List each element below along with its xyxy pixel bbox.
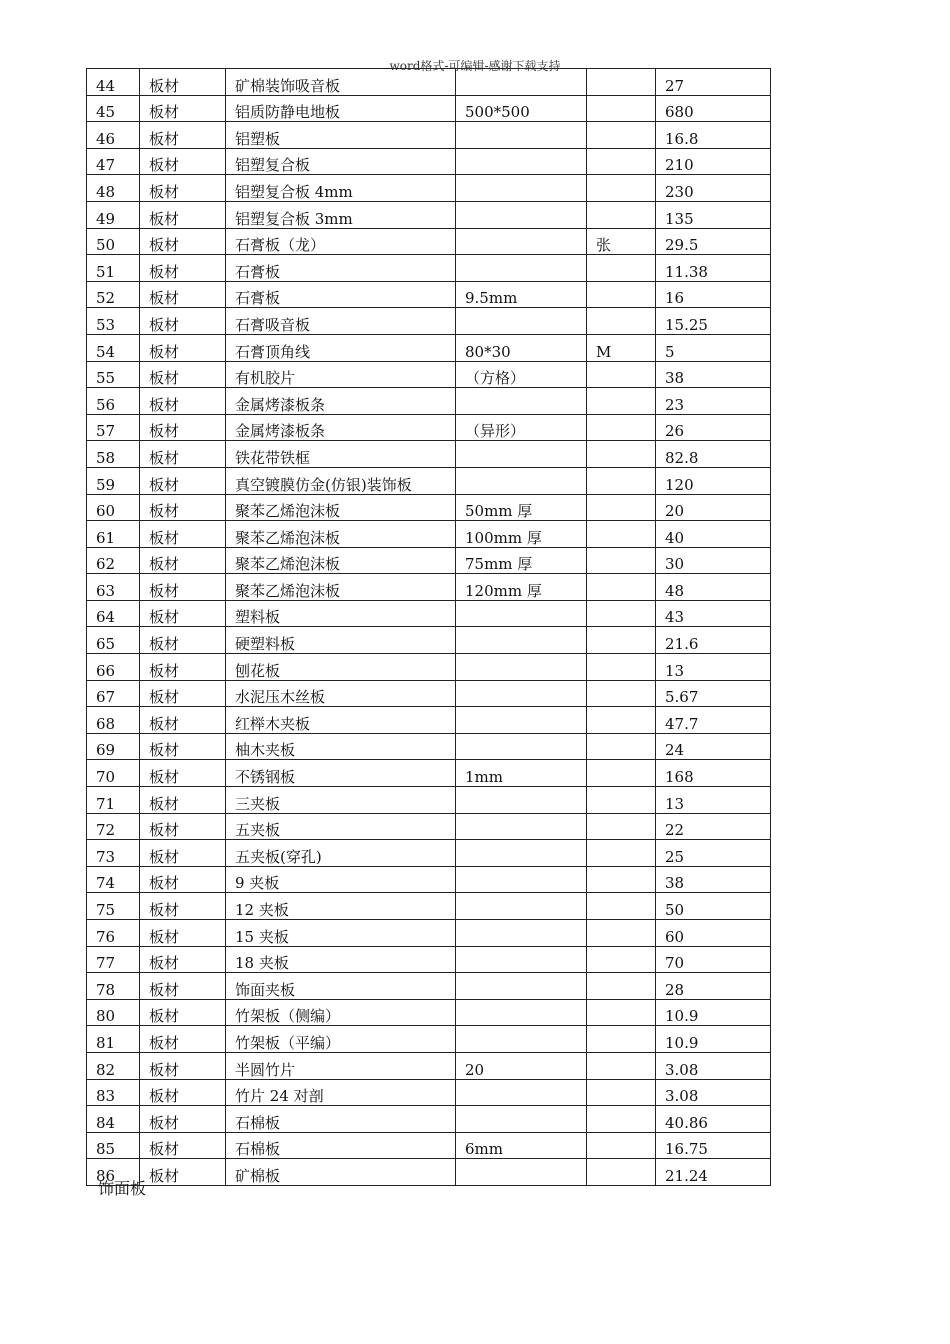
- cell-price: 3.08: [656, 1052, 771, 1079]
- cell-category: 板材: [140, 467, 226, 494]
- cell-price: 135: [656, 201, 771, 228]
- cell-spec: （异形）: [456, 414, 587, 441]
- cell-category: 板材: [140, 201, 226, 228]
- cell-spec: [456, 308, 587, 335]
- cell-price: 15.25: [656, 308, 771, 335]
- table-row: [87, 281, 771, 308]
- cell-price: 5: [656, 334, 771, 361]
- cell-index: 81: [87, 1026, 140, 1053]
- cell-price: 30: [656, 547, 771, 574]
- cell-spec: [456, 388, 587, 415]
- cell-price: 38: [656, 866, 771, 893]
- cell-index: 52: [87, 281, 140, 308]
- cell-index: 67: [87, 680, 140, 707]
- cell-spec: [456, 69, 587, 96]
- cell-category: 板材: [140, 547, 226, 574]
- cell-name: 铝塑复合板: [226, 148, 456, 175]
- table-row: [87, 334, 771, 361]
- cell-name: 15 夹板: [226, 920, 456, 947]
- table-row: [87, 680, 771, 707]
- cell-unit: [587, 1079, 656, 1106]
- cell-price: 680: [656, 95, 771, 122]
- cell-unit: 张: [587, 228, 656, 255]
- cell-price: 43: [656, 600, 771, 627]
- cell-category: 板材: [140, 308, 226, 335]
- cell-name: 竹架板（侧编）: [226, 999, 456, 1026]
- cell-price: 82.8: [656, 441, 771, 468]
- cell-unit: [587, 1026, 656, 1053]
- cell-index: 86: [87, 1159, 140, 1186]
- cell-spec: [456, 893, 587, 920]
- table-row: [87, 1026, 771, 1053]
- cell-unit: [587, 787, 656, 814]
- cell-unit: [587, 521, 656, 548]
- cell-spec: 6mm: [456, 1132, 587, 1159]
- cell-unit: [587, 148, 656, 175]
- cell-price: 230: [656, 175, 771, 202]
- cell-unit: [587, 255, 656, 282]
- cell-price: 38: [656, 361, 771, 388]
- cell-index: 48: [87, 175, 140, 202]
- cell-unit: [587, 122, 656, 149]
- cell-index: 66: [87, 654, 140, 681]
- cell-price: 20: [656, 494, 771, 521]
- table-row: [87, 733, 771, 760]
- cell-index: 85: [87, 1132, 140, 1159]
- cell-category: 板材: [140, 414, 226, 441]
- cell-category: 板材: [140, 1026, 226, 1053]
- cell-category: 板材: [140, 866, 226, 893]
- cell-unit: [587, 920, 656, 947]
- cell-spec: [456, 1079, 587, 1106]
- cell-category: 板材: [140, 494, 226, 521]
- cell-index: 56: [87, 388, 140, 415]
- cell-category: 板材: [140, 893, 226, 920]
- table-row: [87, 600, 771, 627]
- cell-name: 硬塑料板: [226, 627, 456, 654]
- table-row: [87, 1079, 771, 1106]
- cell-spec: [456, 866, 587, 893]
- cell-price: 23: [656, 388, 771, 415]
- cell-unit: M: [587, 334, 656, 361]
- cell-spec: 100mm 厚: [456, 521, 587, 548]
- table-row: [87, 521, 771, 548]
- cell-name: 石棉板: [226, 1106, 456, 1133]
- table-row: [87, 122, 771, 149]
- cell-category: 板材: [140, 574, 226, 601]
- cell-name: 石膏板: [226, 255, 456, 282]
- cell-category: 板材: [140, 627, 226, 654]
- cell-unit: [587, 707, 656, 734]
- table-row: [87, 787, 771, 814]
- cell-index: 80: [87, 999, 140, 1026]
- cell-category: 板材: [140, 1159, 226, 1186]
- cell-spec: [456, 707, 587, 734]
- cell-name: 聚苯乙烯泡沫板: [226, 494, 456, 521]
- cell-price: 48: [656, 574, 771, 601]
- cell-unit: [587, 813, 656, 840]
- table-row: [87, 388, 771, 415]
- cell-spec: [456, 175, 587, 202]
- cell-name: 柚木夹板: [226, 733, 456, 760]
- cell-index: 76: [87, 920, 140, 947]
- table-row: [87, 893, 771, 920]
- cell-name: 竹片 24 对剖: [226, 1079, 456, 1106]
- cell-price: 40: [656, 521, 771, 548]
- table-row: [87, 441, 771, 468]
- cell-price: 13: [656, 654, 771, 681]
- materials-table-body: [87, 69, 771, 1186]
- cell-name: 金属烤漆板条: [226, 388, 456, 415]
- table-row: [87, 1052, 771, 1079]
- cell-category: 板材: [140, 441, 226, 468]
- cell-unit: [587, 733, 656, 760]
- cell-category: 板材: [140, 920, 226, 947]
- table-row: [87, 654, 771, 681]
- cell-name: 红榉木夹板: [226, 707, 456, 734]
- cell-category: 板材: [140, 1052, 226, 1079]
- cell-unit: [587, 201, 656, 228]
- cell-index: 54: [87, 334, 140, 361]
- table-row: [87, 69, 771, 96]
- cell-category: 板材: [140, 600, 226, 627]
- cell-name: 塑料板: [226, 600, 456, 627]
- table-row: [87, 999, 771, 1026]
- cell-price: 168: [656, 760, 771, 787]
- cell-name: 真空镀膜仿金(仿银)装饰板: [226, 467, 456, 494]
- cell-category: 板材: [140, 228, 226, 255]
- cell-price: 28: [656, 973, 771, 1000]
- cell-price: 11.38: [656, 255, 771, 282]
- cell-category: 板材: [140, 707, 226, 734]
- cell-price: 60: [656, 920, 771, 947]
- cell-unit: [587, 840, 656, 867]
- cell-name: 矿棉板: [226, 1159, 456, 1186]
- cell-name: 刨花板: [226, 654, 456, 681]
- cell-unit: [587, 627, 656, 654]
- cell-category: 板材: [140, 334, 226, 361]
- cell-price: 50: [656, 893, 771, 920]
- cell-price: 16.75: [656, 1132, 771, 1159]
- cell-index: 73: [87, 840, 140, 867]
- cell-index: 61: [87, 521, 140, 548]
- cell-name: 铁花带铁框: [226, 441, 456, 468]
- table-row: [87, 175, 771, 202]
- cell-name: 三夹板: [226, 787, 456, 814]
- cell-unit: [587, 760, 656, 787]
- cell-price: 21.6: [656, 627, 771, 654]
- cell-name: 石膏吸音板: [226, 308, 456, 335]
- cell-price: 5.67: [656, 680, 771, 707]
- cell-index: 53: [87, 308, 140, 335]
- cell-unit: [587, 1159, 656, 1186]
- table-row: [87, 920, 771, 947]
- cell-price: 3.08: [656, 1079, 771, 1106]
- cell-index: 78: [87, 973, 140, 1000]
- cell-name: 聚苯乙烯泡沫板: [226, 521, 456, 548]
- cell-unit: [587, 866, 656, 893]
- cell-index: 68: [87, 707, 140, 734]
- cell-spec: [456, 1106, 587, 1133]
- cell-index: 63: [87, 574, 140, 601]
- cell-category: 板材: [140, 361, 226, 388]
- table-row: [87, 308, 771, 335]
- cell-index: 77: [87, 946, 140, 973]
- table-row: [87, 1106, 771, 1133]
- cell-name: 聚苯乙烯泡沫板: [226, 574, 456, 601]
- cell-name: 水泥压木丝板: [226, 680, 456, 707]
- cell-price: 13: [656, 787, 771, 814]
- cell-spec: [456, 148, 587, 175]
- cell-category: 板材: [140, 946, 226, 973]
- cell-index: 71: [87, 787, 140, 814]
- cell-index: 60: [87, 494, 140, 521]
- cell-index: 59: [87, 467, 140, 494]
- cell-spec: 75mm 厚: [456, 547, 587, 574]
- cell-name: 聚苯乙烯泡沫板: [226, 547, 456, 574]
- cell-index: 74: [87, 866, 140, 893]
- cell-category: 板材: [140, 787, 226, 814]
- table-row: [87, 494, 771, 521]
- cell-category: 板材: [140, 1132, 226, 1159]
- cell-index: 64: [87, 600, 140, 627]
- cell-spec: 80*30: [456, 334, 587, 361]
- cell-unit: [587, 361, 656, 388]
- cell-spec: 50mm 厚: [456, 494, 587, 521]
- cell-index: 65: [87, 627, 140, 654]
- cell-spec: 1mm: [456, 760, 587, 787]
- cell-price: 21.24: [656, 1159, 771, 1186]
- cell-category: 板材: [140, 281, 226, 308]
- cell-name: 石膏板（龙）: [226, 228, 456, 255]
- cell-spec: [456, 1159, 587, 1186]
- cell-spec: [456, 201, 587, 228]
- cell-unit: [587, 547, 656, 574]
- cell-index: 50: [87, 228, 140, 255]
- cell-category: 板材: [140, 733, 226, 760]
- cell-spec: [456, 255, 587, 282]
- table-row: [87, 946, 771, 973]
- cell-unit: [587, 973, 656, 1000]
- table-row: [87, 1159, 771, 1186]
- cell-price: 40.86: [656, 1106, 771, 1133]
- cell-category: 板材: [140, 521, 226, 548]
- cell-unit: [587, 1052, 656, 1079]
- cell-price: 22: [656, 813, 771, 840]
- cell-unit: [587, 999, 656, 1026]
- cell-unit: [587, 308, 656, 335]
- cell-price: 70: [656, 946, 771, 973]
- cell-category: 板材: [140, 840, 226, 867]
- cell-price: 47.7: [656, 707, 771, 734]
- cell-spec: 20: [456, 1052, 587, 1079]
- cell-name: 饰面夹板: [226, 973, 456, 1000]
- cell-price: 29.5: [656, 228, 771, 255]
- cell-spec: [456, 920, 587, 947]
- cell-index: 82: [87, 1052, 140, 1079]
- cell-price: 27: [656, 69, 771, 96]
- table-row: [87, 973, 771, 1000]
- table-row: [87, 201, 771, 228]
- cell-category: 板材: [140, 760, 226, 787]
- table-row: [87, 95, 771, 122]
- cell-index: 49: [87, 201, 140, 228]
- cell-price: 210: [656, 148, 771, 175]
- cell-name: 石膏顶角线: [226, 334, 456, 361]
- table-row: [87, 547, 771, 574]
- cell-name: 五夹板(穿孔): [226, 840, 456, 867]
- cell-category: 板材: [140, 654, 226, 681]
- cell-price: 25: [656, 840, 771, 867]
- cell-category: 板材: [140, 680, 226, 707]
- cell-name: 铝塑复合板 3mm: [226, 201, 456, 228]
- cell-unit: [587, 441, 656, 468]
- cell-name: 铝质防静电地板: [226, 95, 456, 122]
- cell-name: 竹架板（平编）: [226, 1026, 456, 1053]
- cell-price: 16.8: [656, 122, 771, 149]
- table-row: [87, 414, 771, 441]
- table-row: [87, 1132, 771, 1159]
- cell-spec: 120mm 厚: [456, 574, 587, 601]
- cell-index: 83: [87, 1079, 140, 1106]
- cell-category: 板材: [140, 69, 226, 96]
- cell-unit: [587, 893, 656, 920]
- cell-index: 47: [87, 148, 140, 175]
- cell-name: 五夹板: [226, 813, 456, 840]
- cell-price: 16: [656, 281, 771, 308]
- cell-spec: [456, 228, 587, 255]
- cell-unit: [587, 574, 656, 601]
- cell-spec: [456, 467, 587, 494]
- cell-spec: [456, 787, 587, 814]
- cell-name: 有机胶片: [226, 361, 456, 388]
- cell-spec: 9.5mm: [456, 281, 587, 308]
- cell-spec: [456, 122, 587, 149]
- cell-name: 12 夹板: [226, 893, 456, 920]
- cell-price: 120: [656, 467, 771, 494]
- cell-spec: [456, 973, 587, 1000]
- cell-unit: [587, 69, 656, 96]
- cell-name: 18 夹板: [226, 946, 456, 973]
- cell-price: 24: [656, 733, 771, 760]
- cell-category: 板材: [140, 255, 226, 282]
- cell-category: 板材: [140, 122, 226, 149]
- table-row: [87, 467, 771, 494]
- table-row: [87, 627, 771, 654]
- cell-unit: [587, 281, 656, 308]
- cell-index: 69: [87, 733, 140, 760]
- cell-spec: [456, 840, 587, 867]
- cell-name: 金属烤漆板条: [226, 414, 456, 441]
- table-row: [87, 255, 771, 282]
- cell-category: 板材: [140, 95, 226, 122]
- cell-name: 石棉板: [226, 1132, 456, 1159]
- table-row: [87, 760, 771, 787]
- table-row: [87, 840, 771, 867]
- cell-unit: [587, 95, 656, 122]
- cell-unit: [587, 388, 656, 415]
- cell-unit: [587, 600, 656, 627]
- cell-unit: [587, 467, 656, 494]
- cell-name: 石膏板: [226, 281, 456, 308]
- cell-spec: 500*500: [456, 95, 587, 122]
- cell-spec: [456, 680, 587, 707]
- table-row: [87, 866, 771, 893]
- cell-spec: [456, 441, 587, 468]
- cell-category: 板材: [140, 999, 226, 1026]
- table-row: [87, 148, 771, 175]
- cell-index: 70: [87, 760, 140, 787]
- cell-index: 51: [87, 255, 140, 282]
- cell-index: 62: [87, 547, 140, 574]
- cell-price: 10.9: [656, 1026, 771, 1053]
- cell-name: 矿棉装饰吸音板: [226, 69, 456, 96]
- cell-unit: [587, 946, 656, 973]
- cell-index: 46: [87, 122, 140, 149]
- cell-unit: [587, 1132, 656, 1159]
- table-row: [87, 361, 771, 388]
- cell-spec: [456, 654, 587, 681]
- cell-category: 板材: [140, 973, 226, 1000]
- cell-index: 45: [87, 95, 140, 122]
- cell-index: 58: [87, 441, 140, 468]
- table-row: [87, 813, 771, 840]
- materials-table: [86, 68, 771, 1186]
- cell-index: 75: [87, 893, 140, 920]
- table-row: [87, 228, 771, 255]
- table-row: [87, 574, 771, 601]
- cell-unit: [587, 414, 656, 441]
- table-row: [87, 707, 771, 734]
- cell-index: 44: [87, 69, 140, 96]
- cell-spec: [456, 1026, 587, 1053]
- cell-spec: [456, 600, 587, 627]
- cell-name: 铝塑复合板 4mm: [226, 175, 456, 202]
- watermark-text: word格式-可编辑-感谢下载支持: [389, 59, 561, 73]
- cell-name: 9 夹板: [226, 866, 456, 893]
- cell-name: 铝塑板: [226, 122, 456, 149]
- cell-index: 72: [87, 813, 140, 840]
- cell-spec: [456, 627, 587, 654]
- cell-name: 不锈钢板: [226, 760, 456, 787]
- cell-spec: [456, 946, 587, 973]
- cell-category: 板材: [140, 1106, 226, 1133]
- cell-spec: （方格）: [456, 361, 587, 388]
- cell-spec: [456, 999, 587, 1026]
- cell-category: 板材: [140, 175, 226, 202]
- cell-category: 板材: [140, 148, 226, 175]
- cell-category: 板材: [140, 388, 226, 415]
- section-heading: 饰面板: [98, 1179, 147, 1198]
- cell-unit: [587, 175, 656, 202]
- cell-price: 10.9: [656, 999, 771, 1026]
- cell-price: 26: [656, 414, 771, 441]
- cell-spec: [456, 733, 587, 760]
- cell-index: 57: [87, 414, 140, 441]
- cell-spec: [456, 813, 587, 840]
- cell-unit: [587, 494, 656, 521]
- cell-unit: [587, 1106, 656, 1133]
- cell-category: 板材: [140, 1079, 226, 1106]
- cell-name: 半圆竹片: [226, 1052, 456, 1079]
- cell-index: 84: [87, 1106, 140, 1133]
- cell-unit: [587, 680, 656, 707]
- cell-category: 板材: [140, 813, 226, 840]
- cell-unit: [587, 654, 656, 681]
- cell-index: 55: [87, 361, 140, 388]
